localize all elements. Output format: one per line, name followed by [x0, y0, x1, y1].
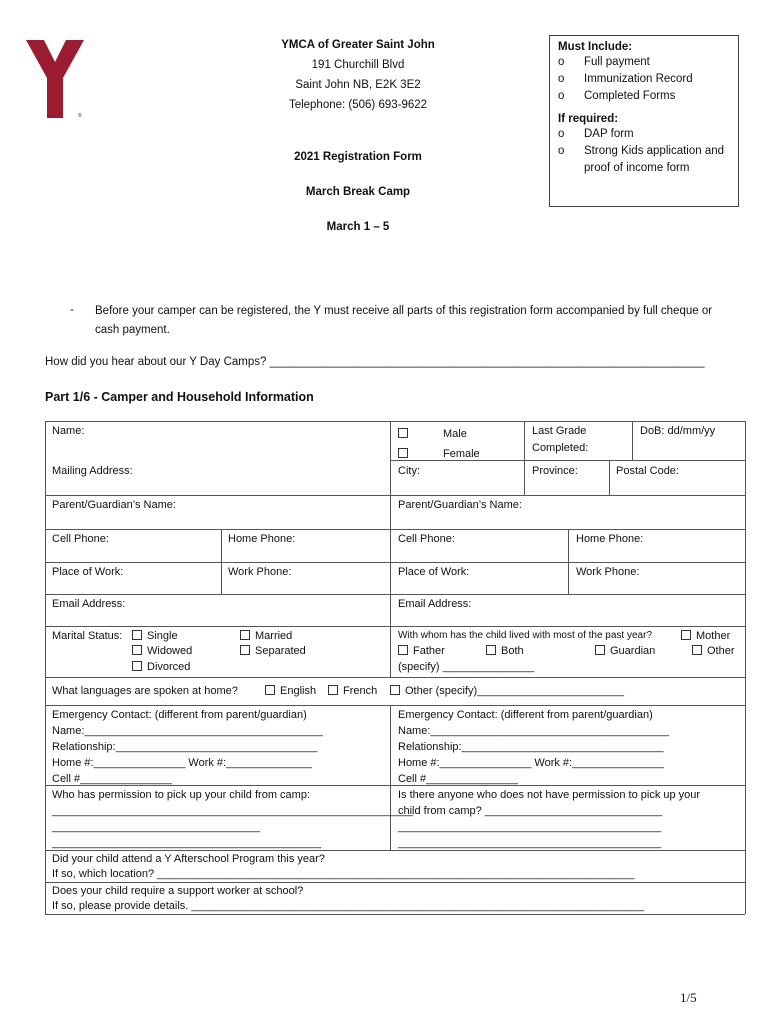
list-item: o Immunization Record [558, 73, 693, 85]
postal-code-field[interactable]: Postal Code: [616, 465, 679, 477]
emergency-title-1: Emergency Contact: (different from parent/guardian) [52, 709, 307, 721]
org-address1: 191 Churchill Blvd [311, 59, 405, 71]
email-2[interactable]: Email Address: [398, 598, 472, 610]
svg-text:®: ® [78, 113, 82, 118]
afterschool-location-field[interactable]: If so, which location? ______________________________________________________________________________ [52, 868, 635, 880]
emergency-cell-1[interactable]: Cell #_______________ [52, 773, 172, 785]
checkbox-icon [240, 645, 250, 655]
checkbox-icon [390, 685, 400, 695]
home-phone-1[interactable]: Home Phone: [228, 533, 296, 545]
emergency-relationship-1[interactable]: Relationship:_________________________________ [52, 741, 318, 753]
emergency-title-2: Emergency Contact: (different from parent/guardian) [398, 709, 653, 721]
other-option[interactable]: Other [692, 645, 735, 657]
work-place-1[interactable]: Place of Work: [52, 566, 124, 578]
no-permission-title: Is there anyone who does not have permission to pick up your [398, 789, 701, 801]
female-checkbox[interactable] [398, 448, 413, 460]
father-option[interactable]: Father [398, 645, 445, 657]
checkbox-icon [692, 645, 702, 655]
male-label: Male [443, 428, 467, 440]
org-phone: Telephone: (506) 693-9622 [288, 99, 428, 111]
support-question: Does your child require a support worker at school? [52, 885, 304, 897]
support-details-field[interactable]: If so, please provide details. __________________________________________________________________________ [52, 900, 645, 912]
emergency-name-1[interactable]: Name:_______________________________________ [52, 725, 323, 737]
checkbox-icon [328, 685, 338, 695]
camp-dates: March 1 – 5 [326, 221, 390, 233]
dob-field[interactable]: DoB: dd/mm/yy [640, 425, 716, 437]
male-checkbox[interactable] [398, 428, 413, 440]
org-address2: Saint John NB, E2K 3E2 [295, 79, 421, 91]
list-item: o Full payment [558, 56, 650, 68]
checkbox-icon [681, 630, 691, 640]
requirements-box [549, 35, 739, 207]
checkbox-icon [595, 645, 605, 655]
french-option[interactable]: French [328, 685, 377, 697]
checkbox-icon [132, 630, 142, 640]
org-name: YMCA of Greater Saint John [281, 39, 435, 51]
guardian2-name-field[interactable]: Parent/Guardian’s Name: [398, 499, 522, 511]
checkbox-icon [398, 448, 408, 458]
cell-phone-2[interactable]: Cell Phone: [398, 533, 455, 545]
other-language-option[interactable]: Other (specify)________________________ [390, 685, 624, 697]
work-place-2[interactable]: Place of Work: [398, 566, 470, 578]
pickup-title: Who has permission to pick up your child from camp: [52, 789, 310, 801]
work-phone-1[interactable]: Work Phone: [228, 566, 292, 578]
checkbox-icon [132, 661, 142, 671]
form-title: 2021 Registration Form [294, 151, 422, 163]
province-field[interactable]: Province: [532, 465, 578, 477]
ymca-logo-icon [26, 40, 84, 118]
pickup-line-3[interactable]: ____________________________________________ [52, 837, 322, 849]
notice-text: Before your camper can be registered, the Y must receive all parts of this registration form accompanied by full cheque or cash payment. [95, 305, 713, 336]
emergency-cell-2[interactable]: Cell #_______________ [398, 773, 518, 785]
part-title: Part 1/6 - Camper and Household Information [45, 390, 314, 404]
hear-about-field[interactable]: How did you hear about our Y Day Camps? ____________________________________________________________________ [45, 356, 705, 368]
female-label: Female [443, 448, 480, 460]
list-item: o Completed Forms [558, 90, 676, 102]
english-option[interactable]: English [265, 685, 316, 697]
checkbox-icon [486, 645, 496, 655]
if-required-title: If required: [558, 113, 619, 125]
single-option[interactable]: Single [132, 630, 178, 642]
checkbox-icon [132, 645, 142, 655]
pickup-line-2[interactable]: __________________________________ [52, 821, 261, 833]
mailing-address-field[interactable]: Mailing Address: [52, 465, 133, 477]
home-phone-2[interactable]: Home Phone: [576, 533, 644, 545]
city-field[interactable]: City: [398, 465, 420, 477]
afterschool-question: Did your child attend a Y Afterschool Program this year? [52, 853, 325, 865]
no-permission-line-2[interactable]: ___________________________________________ [398, 837, 662, 849]
emergency-name-2[interactable]: Name:_______________________________________ [398, 725, 669, 737]
name-field[interactable]: Name: [52, 425, 85, 437]
divorced-option[interactable]: Divorced [132, 661, 190, 673]
both-option[interactable]: Both [486, 645, 524, 657]
checkbox-icon [240, 630, 250, 640]
lived-with-label: With whom has the child lived with most of the past year? [398, 630, 653, 641]
list-item: o Strong Kids application and proof of income form [558, 145, 725, 174]
pickup-line-1[interactable]: ___________________________________________________________ [52, 805, 413, 817]
widowed-option[interactable]: Widowed [132, 645, 192, 657]
work-phone-2[interactable]: Work Phone: [576, 566, 640, 578]
mother-option[interactable]: Mother [681, 630, 730, 642]
email-1[interactable]: Email Address: [52, 598, 126, 610]
cell-phone-1[interactable]: Cell Phone: [52, 533, 109, 545]
separated-option[interactable]: Separated [240, 645, 306, 657]
must-include-title: Must Include: [558, 41, 633, 53]
married-option[interactable]: Married [240, 630, 292, 642]
notice-dash: - [70, 304, 74, 316]
languages-label: What languages are spoken at home? [52, 685, 238, 697]
no-permission-line-1[interactable]: ___________________________________________ [398, 821, 662, 833]
camp-name: March Break Camp [305, 186, 411, 198]
page-number: 1/5 [680, 990, 697, 1005]
emergency-phones-2[interactable]: Home #:_______________ Work #:_______________ [398, 757, 664, 769]
emergency-relationship-2[interactable]: Relationship:_________________________________ [398, 741, 664, 753]
specify-field[interactable]: (specify) _______________ [398, 661, 535, 673]
marital-label: Marital Status: [52, 630, 123, 642]
checkbox-icon [398, 428, 408, 438]
emergency-phones-1[interactable]: Home #:_______________ Work #:______________ [52, 757, 312, 769]
last-grade-field[interactable]: Last Grade Completed: [532, 425, 589, 454]
checkbox-icon [398, 645, 408, 655]
guardian1-name-field[interactable]: Parent/Guardian’s Name: [52, 499, 176, 511]
no-permission-field[interactable]: child from camp? _____________________________ [398, 805, 663, 817]
checkbox-icon [265, 685, 275, 695]
guardian-option[interactable]: Guardian [595, 645, 655, 657]
list-item: o DAP form [558, 128, 634, 140]
